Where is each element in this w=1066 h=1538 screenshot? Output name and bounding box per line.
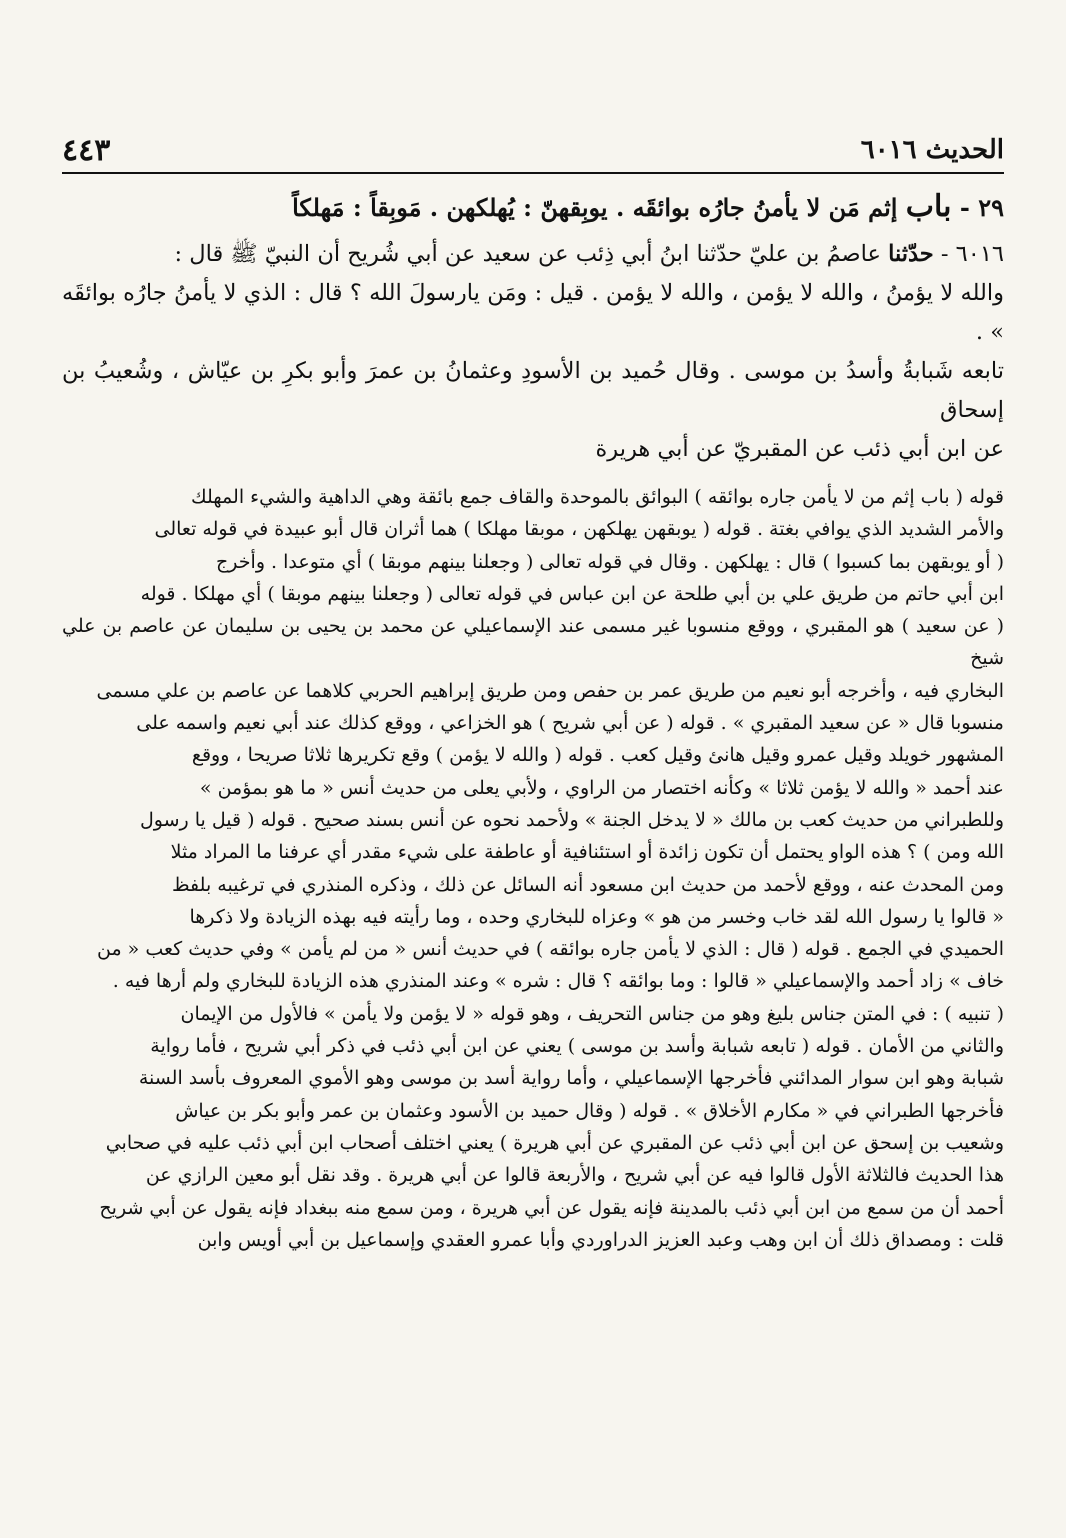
commentary-line: المشهور خويلد وقيل عمرو وقيل هانئ وقيل كعب . قوله ( والله لا يؤمن ) وقع تكريرها ثلاثا صريحا ، ووقع xyxy=(191,744,1004,767)
hadith-number: ٦٠١٦ - xyxy=(940,241,1004,267)
hadith-line: والله لا يؤمنُ ، والله لا يؤمن ، والله لا يؤمن . قيل : ومَن يارسولَ الله ؟ قال : الذي لا يأمنُ جارُه بوائقَه » . xyxy=(62,280,1004,345)
commentary-line: ( تنبيه ) : في المتن جناس بليغ وهو من جناس التحريف ، وهو قوله « لا يؤمن ولا يأمن » فالأول من الإيمان xyxy=(180,1002,1004,1025)
commentary-line: خاف » زاد أحمد والإسماعيلي « قالوا : وما بوائقه ؟ قال : شره » وعند المنذري هذه الزيادة للبخاري ولم أرها فيه . xyxy=(112,970,1004,993)
running-title: الحديث ٦٠١٦ xyxy=(860,135,1004,165)
commentary-line: منسوبا قال « عن سعيد المقبري » . قوله ( عن أبي شريح ) هو الخزاعي ، ووقع كذلك عند أبي نعيم واسمه على xyxy=(136,712,1004,735)
commentary-line: البخاري فيه ، وأخرجه أبو نعيم من طريق عمر بن حفص ومن طريق إبراهيم الحربي كلاهما عن عاصم بن علي مسمى xyxy=(96,679,1004,702)
commentary-line: عند أحمد « والله لا يؤمن ثلاثا » وكأنه اختصار من الراوي ، ولأبي يعلى من حديث أنس « ما هو بمؤمن » xyxy=(199,776,1004,799)
hadith-label: حدّثنا xyxy=(888,241,934,267)
hadith-line: تابعه شَبابةُ وأسدُ بن موسى . وقال حُميد بن الأسودِ وعثمانُ بن عمرَ وأبو بكرِ بن عيّاش ، وشُعيبُ بن إسحاق xyxy=(62,358,1004,423)
page-content xyxy=(62,188,1004,1256)
page-header xyxy=(62,128,1004,174)
commentary-line: ( عن سعيد ) هو المقبري ، ووقع منسوبا غير مسمى عند الإسماعيلي عن محمد بن يحيى بن سليمان عن عاصم بن علي شيخ xyxy=(62,615,1004,670)
commentary-line: والأمر الشديد الذي يوافي بغتة . قوله ( يوبقهن يهلكهن ، موبقا مهلكا ) هما أثران قال أبو عبيدة في قوله تعالى xyxy=(154,518,1004,541)
commentary-line: شبابة وهو ابن سوار المدائني فأخرجها الإسماعيلي ، وأما رواية أسد بن موسى وهو الأموي المعروف بأسد السنة xyxy=(138,1067,1004,1090)
commentary-line: قوله ( باب إثم من لا يأمن جاره بوائقه ) البوائق بالموحدة والقاف جمع بائقة وهي الداهية والشيء المهلك xyxy=(191,486,1004,508)
commentary-line: « قالوا يا رسول الله لقد خاب وخسر من هو » وعزاه للبخاري وحده ، وما رأيته فيه بهذه الزيادة ولا ذكرها xyxy=(189,905,1004,928)
commentary-line: ومن المحدث عنه ، ووقع لأحمد من حديث ابن مسعود أنه السائل عن ذلك ، وذكره المنذري في ترغيبه بلفظ xyxy=(172,873,1004,896)
commentary-block xyxy=(62,481,1004,1256)
commentary-line: ابن أبي حاتم من طريق علي بن أبي طلحة عن ابن عباس في قوله تعالى ( وجعلنا بينهم موبقا ) أي مهلكا . قوله xyxy=(140,582,1004,605)
chapter-title: إثم مَن لا يأمنُ جارُه بوائقَه . يوبِقهنّ : يُهلكهن . مَوبِقاً : مَهلكاً xyxy=(292,193,898,222)
commentary-line: الحميدي في الجمع . قوله ( قال : الذي لا يأمن جاره بوائقه ) في حديث أنس « من لم يأمن » وفي حديث كعب « من xyxy=(97,938,1004,961)
chapter-number: ٢٩ - xyxy=(959,193,1004,222)
chapter-heading xyxy=(62,188,1004,227)
commentary-line: الله ومن ) ؟ هذه الواو يحتمل أن تكون زائدة أو استئنافية أو عاطفة على شيء مقدر أي عرفنا ما المراد مثلا xyxy=(170,841,1004,864)
commentary-line: هذا الحديث فالثلاثة الأول قالوا فيه عن أبي شريح ، والأربعة قالوا عن أبي هريرة . وقد نقل أبو معين الرازي عن xyxy=(145,1164,1004,1187)
page-number: ٤٤٣ xyxy=(62,132,111,168)
hadith-line xyxy=(62,235,1004,274)
chapter-bab-label: باب xyxy=(905,189,952,224)
commentary-line: وشعيب بن إسحق عن ابن أبي ذئب عن المقبري عن أبي هريرة ) يعني اختلف أصحاب ابن أبي ذئب عليه في صحابي xyxy=(105,1131,1004,1154)
hadith-text: عاصمُ بن عليّ حدّثنا ابنُ أبي ذِئب عن سعيد عن أبي شُريح أن النبيّ ﷺ قال : xyxy=(174,241,881,267)
commentary-line: وللطبراني من حديث كعب بن مالك « لا يدخل الجنة » ولأحمد نحوه عن أنس بسند صحيح . قوله ( قيل يا رسول xyxy=(139,808,1004,831)
commentary-line: قلت : ومصداق ذلك أن ابن وهب وعبد العزيز الدراوردي وأبا عمرو العقدي وإسماعيل بن أبي أويس وابن xyxy=(197,1228,1004,1251)
commentary-line: والثاني من الأمان . قوله ( تابعه شبابة وأسد بن موسى ) يعني عن ابن أبي ذئب في ذكر أبي شريح ، فأما رواية xyxy=(150,1035,1004,1058)
commentary-line: فأخرجها الطبراني في « مكارم الأخلاق » . قوله ( وقال حميد بن الأسود وعثمان بن عمر وأبو بكر بن عياش xyxy=(175,1099,1004,1122)
hadith-line: عن ابن أبي ذئب عن المقبريّ عن أبي هريرة xyxy=(595,436,1004,462)
commentary-line: ( أو يوبقهن بما كسبوا ) قال : يهلكهن . وقال في قوله تعالى ( وجعلنا بينهم موبقا ) أي متوعدا . وأخرج xyxy=(216,550,1004,573)
commentary-line: أحمد أن من سمع من ابن أبي ذئب بالمدينة فإنه يقول عن أبي هريرة ، ومن سمع منه ببغداد فإنه يقول عن أبي شريح xyxy=(99,1196,1004,1219)
hadith-block xyxy=(62,235,1004,469)
